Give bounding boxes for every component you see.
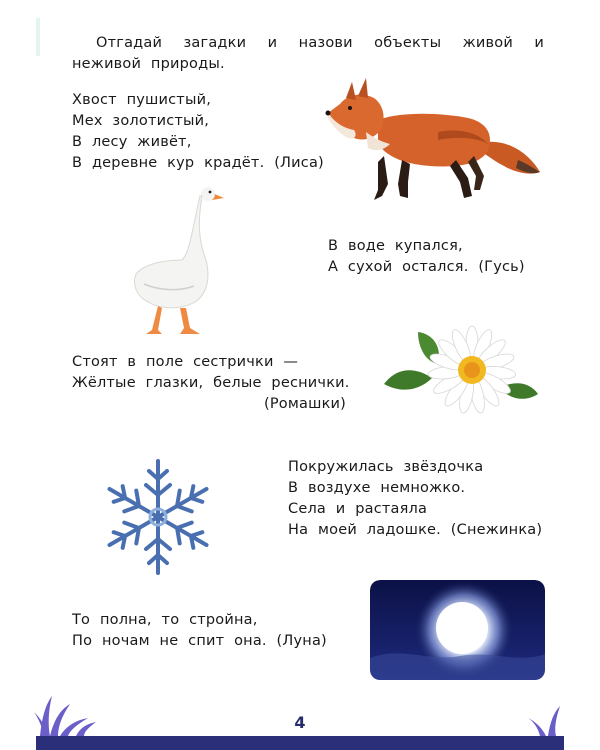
intro-paragraph: Отгадай загадки и назови объекты живой и неживой природы. [72,35,544,72]
riddle-line: В воде купался, [328,238,463,254]
page-edge-mark [36,18,40,56]
riddle-line: Стоят в поле сестрички — [72,354,299,370]
riddle-fox [72,90,324,174]
goose-image [128,180,228,340]
riddle-line: То полна, то стройна, [72,612,258,628]
intro-text [72,33,544,75]
riddle-line: Хвост пушистый, [72,92,212,108]
riddle-snowflake [288,457,542,541]
riddle-answer: (Ромашки) [264,396,347,412]
riddle-line: Жёлтые глазки, белые реснички. [72,375,350,391]
riddle-line: В лесу живёт, [72,134,192,150]
riddle-line: Мех золотистый, [72,113,210,129]
riddle-line: В деревне кур крадёт. (Лиса) [72,155,324,171]
page-number: 4 [294,713,306,732]
riddle-goose [328,236,525,278]
riddle-line: А сухой остался. (Гусь) [328,259,525,275]
riddle-moon [72,610,327,652]
riddle-line: По ночам не спит она. (Луна) [72,633,327,649]
riddle-line: Села и растаяла [288,501,428,517]
riddle-line: Покружилась звёздочка [288,459,484,475]
fox-image [318,72,543,207]
daisy-image [380,322,540,422]
riddle-daisy [72,352,350,415]
moon-image [370,580,545,680]
riddle-line: В воздухе немножко. [288,480,466,496]
riddle-line: На моей ладошке. (Снежинка) [288,522,543,538]
snowflake-image [88,455,228,580]
